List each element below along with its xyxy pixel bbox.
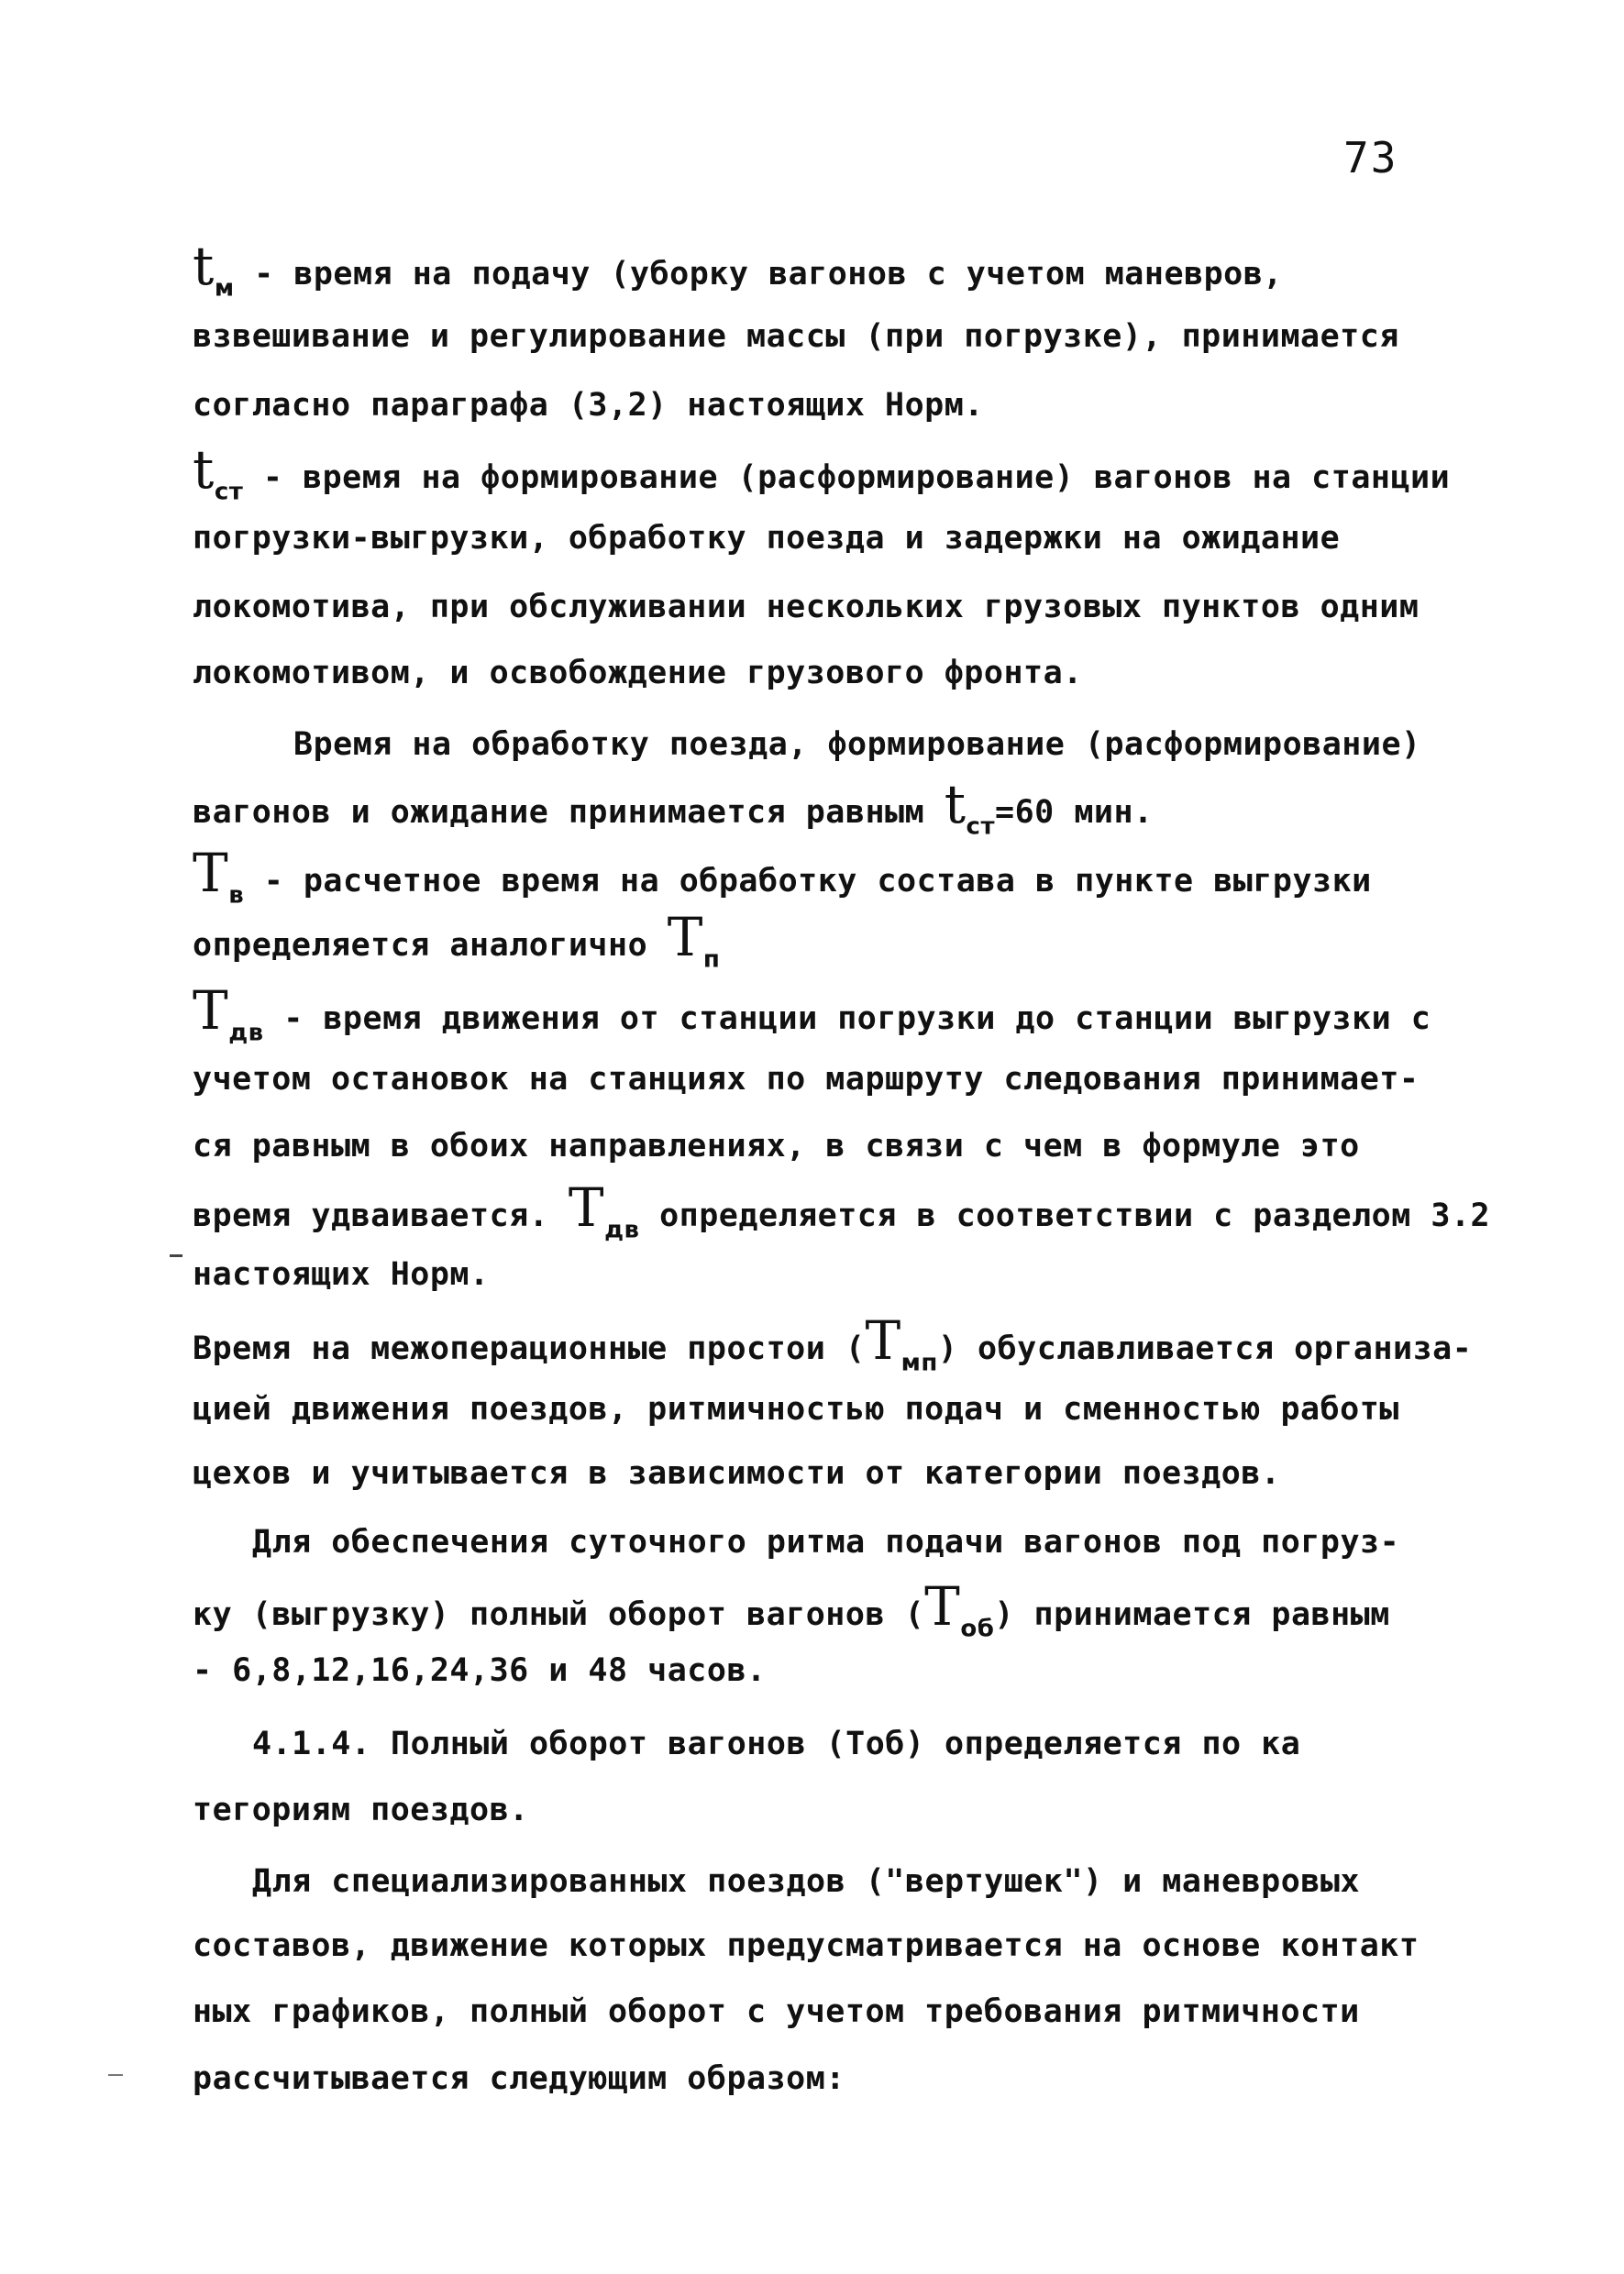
symbol-t-dv: $T_{дв}$ [568, 1176, 640, 1244]
text-line: настоящих Норм. [193, 1256, 490, 1293]
text-line: взвешивание и регулирование массы (при погрузке), принимается [193, 318, 1399, 355]
text-line: локомотивом, и освобождение грузового фронта. [193, 655, 1083, 691]
symbol-t-mp: $T_{мп}$ [865, 1309, 938, 1377]
text-line: погрузки-выгрузки, обработку поезда и задержки на ожидание [193, 520, 1341, 557]
section-heading: 4.1.4. Полный оборот вагонов (Тоб) определяется по ка [252, 1726, 1301, 1762]
symbol-t-st: $t_{ст}$ [193, 438, 244, 506]
text-line: ку (выгрузку) полный оборот вагонов $(T_{об})$ принимается равным [193, 1575, 1390, 1643]
symbol-t-ob: $T_{об}$ [924, 1575, 995, 1643]
symbol-t-st: $t_{ст}$ [944, 773, 996, 841]
text-line: локомотива, при обслуживании нескольких грузовых пунктов одним [193, 589, 1420, 625]
text-line: - 6,8,12,16,24,36 и 48 часов. [193, 1652, 767, 1689]
text-line: $t_{ст}$ - время на формирование (расформирование) вагонов на станции [193, 438, 1451, 506]
text-line: Время на межоперационные простои $(T_{мп})$ обуславливается организа- [193, 1309, 1473, 1377]
text-line: $T_в$ - расчетное время на обработку состава в пункте выгрузки [193, 842, 1372, 910]
margin-mark [108, 2074, 123, 2076]
text-line: составов, движение которых предусматривается на основе контакт [193, 1927, 1420, 1964]
symbol-t-v: $T_в$ [193, 842, 245, 910]
text-line: цией движения поездов, ритмичностью подач и сменностью работы [193, 1391, 1399, 1428]
text-line: Для обеспечения суточного ритма подачи вагонов под погруз- [252, 1524, 1400, 1561]
text-line: Время на обработку поезда, формирование (расформирование) [293, 726, 1421, 763]
text-line: $T_{дв}$ - время движения от станции погрузки до станции выгрузки с [193, 979, 1431, 1047]
text-line: рассчитывается следующим образом: [193, 2060, 845, 2097]
symbol-t-m: $t_м$ [193, 235, 235, 303]
symbol-t-dv: $T_{дв}$ [193, 979, 264, 1047]
text-line: цехов и учитывается в зависимости от категории поездов. [193, 1455, 1281, 1492]
text-line: согласно параграфа (3,2) настоящих Норм. [193, 387, 984, 424]
text-line: ся равным в обоих направлениях, в связи с чем в формуле это [193, 1128, 1360, 1165]
text-line: Для специализированных поездов ("вертушек") и маневровых [252, 1863, 1361, 1900]
text-line: $t_м$ - время на подачу (уборку вагонов с учетом маневров, [193, 235, 1283, 303]
margin-mark [170, 1254, 182, 1257]
text-line: тегориям поездов. [193, 1792, 529, 1828]
text-line: вагонов и ожидание принимается равным $t_{ст}=60$ мин. [193, 773, 1154, 841]
text-line: определяется аналогично $T_п$ [193, 906, 721, 974]
text-line: учетом остановок на станциях по маршруту следования принимает- [193, 1061, 1420, 1098]
symbol-t-p: $T_п$ [667, 906, 721, 974]
page-number: 73 [1343, 133, 1398, 182]
text-line: время удваивается. $T_{дв}$ определяется в соответствии с разделом 3.2 [193, 1176, 1491, 1244]
text-line: ных графиков, полный оборот с учетом требования ритмичности [193, 1993, 1360, 2030]
